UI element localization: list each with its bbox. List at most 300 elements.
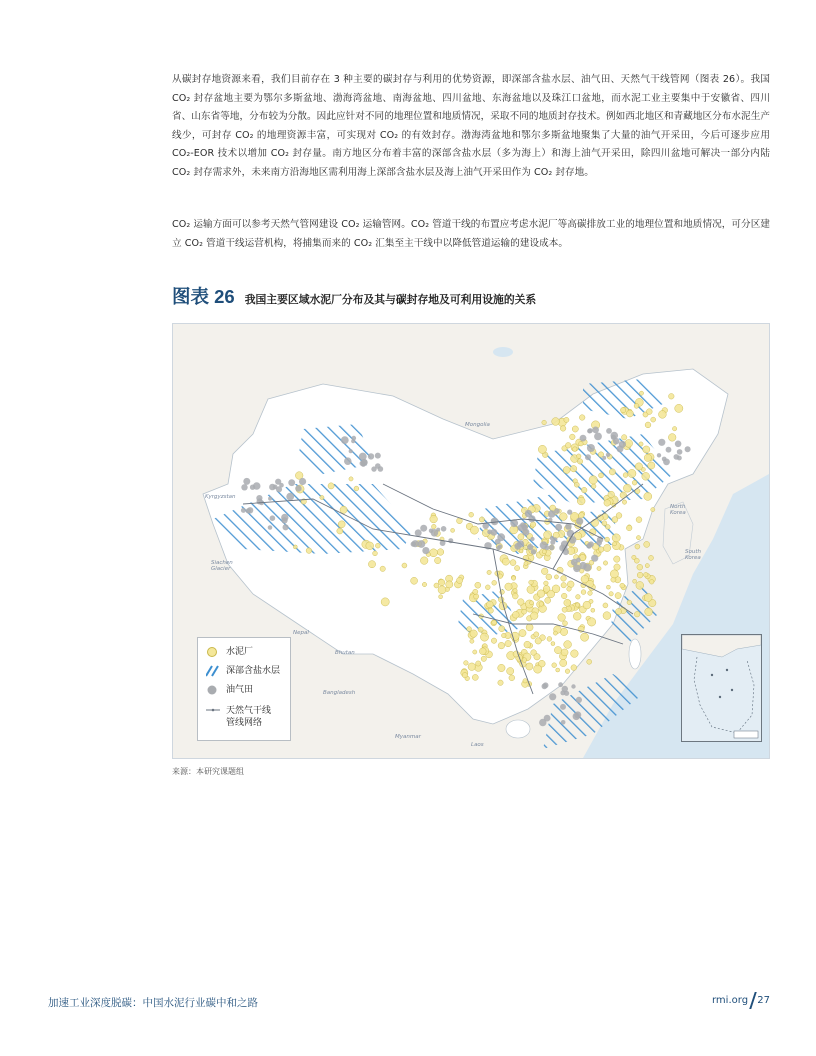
oil-gas-field-marker — [567, 530, 574, 537]
cement-plant-marker — [622, 435, 627, 440]
cement-plant-marker — [554, 647, 561, 654]
oil-gas-field-marker — [606, 428, 612, 434]
oil-gas-field-marker — [436, 528, 440, 532]
oil-gas-field-marker — [269, 484, 276, 491]
footer-page-info — [712, 992, 770, 1009]
cement-plant-marker — [518, 534, 524, 540]
cement-plant-marker — [565, 443, 571, 449]
cement-plant-marker — [588, 591, 593, 596]
footer-site: rmi.org — [712, 995, 749, 1006]
cement-plant-marker — [560, 659, 567, 666]
cement-plant-marker — [615, 593, 621, 599]
cement-plant-marker — [575, 603, 579, 607]
legend-cement — [206, 646, 253, 658]
cement-plant-marker — [612, 534, 620, 542]
cement-plant-marker — [626, 525, 632, 531]
cement-plant-marker — [430, 515, 438, 523]
cement-plant-marker — [589, 476, 597, 484]
cement-plant-marker — [512, 611, 519, 618]
cement-plant-marker — [637, 564, 643, 570]
cement-plant-marker — [636, 536, 640, 540]
cement-plant-marker — [632, 555, 636, 559]
lake — [493, 347, 513, 357]
cement-plant-marker — [572, 426, 578, 432]
oil-gas-field-marker — [576, 697, 582, 703]
cement-plant-marker — [603, 561, 607, 565]
cement-plant-marker — [651, 417, 656, 422]
oil-gas-field-marker — [491, 518, 497, 524]
cement-plant-marker — [553, 631, 557, 635]
cement-plant-marker — [633, 579, 637, 583]
cement-plant-marker — [451, 528, 455, 532]
cement-plant-marker — [581, 590, 586, 595]
cement-plant-marker — [669, 394, 675, 400]
oil-gas-field-marker — [375, 453, 381, 459]
cement-plant-marker — [587, 618, 595, 626]
oil-gas-field-marker — [527, 544, 533, 550]
cement-plant-marker — [581, 487, 587, 493]
oil-gas-field-marker — [415, 529, 422, 536]
oil-gas-field-marker — [543, 682, 549, 688]
oil-gas-field-marker — [550, 540, 555, 545]
oil-gas-field-marker — [611, 432, 619, 440]
cement-plant-marker — [492, 620, 497, 625]
cement-plant-marker — [563, 621, 568, 626]
cement-plant-marker — [577, 459, 582, 464]
oil-gas-field-marker — [583, 564, 591, 572]
oil-gas-field-marker — [663, 459, 670, 466]
cement-plant-marker — [505, 640, 511, 646]
oil-gas-field-marker — [685, 446, 691, 452]
cement-plant-marker — [381, 598, 389, 606]
cement-plant-marker — [552, 663, 557, 668]
cement-plant-marker — [559, 513, 567, 521]
cement-plant-marker — [643, 446, 650, 453]
cement-plant-marker — [547, 637, 552, 642]
cement-plant-marker — [636, 517, 642, 523]
cement-plant-marker — [554, 575, 558, 579]
cement-plant-marker — [499, 626, 505, 632]
cement-plant-marker — [609, 592, 613, 596]
cement-plant-marker — [470, 526, 478, 534]
oil-gas-field-marker — [368, 453, 374, 459]
oil-gas-field-marker — [487, 530, 492, 535]
cement-plant-marker — [561, 593, 567, 599]
cement-plant-marker — [457, 577, 463, 583]
oil-gas-field-marker — [658, 439, 665, 446]
cement-plant-marker — [475, 582, 481, 588]
cement-plant-marker — [524, 561, 528, 565]
cement-plant-marker — [446, 581, 453, 588]
cement-plant-marker — [462, 673, 467, 678]
oil-gas-field-marker — [544, 715, 551, 722]
cement-plant-marker — [604, 544, 611, 551]
label-nepal: Nepal — [293, 630, 309, 636]
body-paragraph-2: CO₂ 运输方面可以参考天然气管网建设 CO₂ 运输管网。CO₂ 管道干线的布置应考虑水泥厂等高碳排放工业的地理位置和地质情况，可分区建立 CO₂ 管道干线运营机构，将捕集而来的 CO₂ 汇集至主干线中以降低管道运输的建设成本。 — [172, 219, 770, 249]
label-north-korea: North Korea — [670, 504, 686, 516]
cement-plant-marker — [675, 404, 683, 412]
cement-plant-marker — [510, 560, 516, 566]
cement-plant-marker — [437, 549, 444, 556]
south-china-sea-inset — [681, 634, 762, 742]
cement-plant-marker — [581, 575, 589, 583]
cement-plant-marker — [502, 633, 507, 638]
cement-plant-marker — [541, 568, 548, 575]
cement-plant-marker — [439, 595, 443, 599]
cement-plant-marker — [581, 633, 589, 641]
oil-gas-field-marker — [375, 463, 381, 469]
cement-plant-marker — [623, 473, 628, 478]
cement-plant-marker — [561, 649, 568, 656]
oil-gas-field-marker — [341, 436, 349, 444]
oil-gas-field-marker — [657, 453, 661, 457]
oil-gas-field-marker — [576, 558, 581, 563]
label-bhutan: Bhutan — [335, 650, 355, 656]
cement-plant-marker — [473, 650, 477, 654]
aquifer-hatch-icon — [206, 665, 220, 677]
oil-gas-field-marker — [573, 565, 581, 573]
cement-plant-marker — [519, 549, 523, 553]
cement-plant-marker — [565, 669, 570, 674]
legend-pipeline — [206, 705, 271, 729]
oil-gas-field-marker — [594, 433, 602, 441]
cement-plant-marker — [634, 611, 640, 617]
cement-plant-marker — [485, 585, 490, 590]
cement-plant-marker — [526, 624, 533, 631]
cement-plant-marker — [522, 658, 527, 663]
hainan-island — [506, 720, 530, 738]
cement-plant-marker — [479, 648, 486, 655]
cement-plant-marker — [591, 608, 595, 612]
cement-plant-marker — [349, 477, 353, 481]
cement-plant-marker — [614, 556, 620, 562]
cement-plant-marker — [606, 585, 610, 589]
legend-oilgas — [206, 684, 253, 696]
figure-title: 我国主要区域水泥厂分布及其与碳封存地及可利用设施的关系 — [244, 293, 537, 306]
cement-plant-marker — [637, 572, 643, 578]
oil-gas-field-marker — [585, 454, 591, 460]
cement-plant-marker — [571, 665, 577, 671]
cement-plant-marker — [476, 661, 481, 666]
oil-gas-field-marker — [588, 428, 593, 433]
cement-plant-marker — [620, 583, 625, 588]
cement-plant-marker — [546, 574, 552, 580]
footer-title: 加速工业深度脱碳：中国水泥行业碳中和之路 — [48, 997, 258, 1009]
cement-plant-marker — [604, 500, 611, 507]
cement-plant-marker — [625, 440, 633, 448]
oil-gas-field-marker — [675, 441, 682, 448]
cement-plant-marker — [306, 548, 312, 554]
cement-plant-marker — [507, 668, 514, 675]
cement-plant-marker — [380, 566, 385, 571]
oil-gas-field-marker — [666, 447, 672, 453]
legend-aquifer — [206, 665, 280, 677]
cement-plant-marker — [644, 492, 652, 500]
cement-plant-marker — [620, 407, 625, 412]
cement-plant-marker — [635, 544, 640, 549]
oil-gas-field-marker — [587, 444, 595, 452]
cement-plant-marker — [603, 612, 611, 620]
cement-plant-marker — [599, 547, 604, 552]
cement-plant-marker — [411, 577, 418, 584]
cement-plant-marker — [486, 601, 493, 608]
oil-gas-field-marker — [495, 539, 501, 545]
cement-plant-marker — [579, 441, 584, 446]
oil-gas-field-marker — [576, 518, 583, 525]
cement-plant-marker — [591, 519, 598, 526]
cement-plant-marker — [567, 587, 572, 592]
cement-plant-marker — [574, 482, 579, 487]
cement-plant-marker — [564, 599, 571, 606]
oil-gas-field-icon — [206, 684, 220, 696]
cement-plant-marker — [515, 566, 520, 571]
cement-plant-marker — [537, 590, 545, 598]
cement-plant-marker — [469, 512, 474, 517]
cement-plant-marker — [644, 541, 650, 547]
cement-plant-marker — [529, 601, 533, 605]
oil-gas-field-marker — [496, 546, 500, 550]
cement-plant-marker — [544, 581, 549, 586]
label-siachen: Siachen Glacier — [211, 560, 233, 572]
cement-plant-marker — [589, 599, 593, 603]
oil-gas-field-marker — [295, 485, 301, 491]
cement-plant-marker — [571, 650, 579, 658]
cement-plant-marker — [589, 529, 596, 536]
oil-gas-field-marker — [241, 484, 247, 490]
cement-plant-marker — [570, 434, 576, 440]
cement-plant-marker — [435, 557, 441, 563]
cement-plant-marker — [645, 422, 651, 428]
oil-gas-field-marker — [352, 436, 357, 441]
cement-plant-marker — [467, 627, 472, 632]
cement-plant-marker — [564, 641, 572, 649]
cement-plant-marker — [599, 473, 604, 478]
cement-plant-marker — [498, 664, 505, 671]
cement-plant-marker — [434, 583, 439, 588]
oil-gas-field-marker — [588, 541, 594, 547]
legend-oilgas-label: 油气田 — [226, 685, 254, 695]
cement-plant-marker — [644, 594, 652, 602]
cement-plant-marker — [468, 663, 476, 671]
cement-plant-marker — [605, 525, 610, 530]
cement-plant-marker — [534, 665, 542, 673]
cement-plant-marker — [603, 603, 608, 608]
oil-gas-field-marker — [344, 457, 352, 465]
oil-gas-field-marker — [281, 517, 287, 523]
cement-plant-marker — [639, 391, 643, 395]
cement-plant-marker — [420, 557, 428, 565]
oil-gas-field-marker — [571, 684, 575, 688]
cement-plant-marker — [635, 463, 642, 470]
cement-plant-marker — [474, 594, 479, 599]
cement-plant-icon — [206, 646, 220, 658]
cement-plant-marker — [659, 411, 667, 419]
cement-plant-marker — [519, 630, 526, 637]
oil-gas-field-marker — [580, 435, 587, 442]
oil-gas-field-marker — [525, 510, 532, 517]
cement-plant-marker — [634, 404, 639, 409]
cement-plant-marker — [505, 583, 512, 590]
cement-plant-marker — [511, 576, 515, 580]
cement-plant-marker — [530, 612, 538, 620]
cement-plant-marker — [616, 609, 622, 615]
inset-map — [682, 635, 761, 741]
body-paragraph-1: 从碳封存地资源来看，我们目前存在 3 种主要的碳封存与利用的优势资源，即深部含盐水层、油气田、天然气干线管网（图表 26）。我国 CO₂ 封存盆地主要为鄂尔多斯盆地、渤海湾盆地、南海盆地、四川盆地、东海盆地以及珠江口盆地，而水泥工业主要集中于安徽省、四川省、山东省等地，分布较为分散。因此应针对不同的地理位置和地质情况，采取不同的地质封存技术。例如西北地区和青藏地区分布水泥生产线少，可封存 CO₂ 的地理资源丰富，可实现对 CO₂ 的有效封存。渤海湾盆地和鄂尔多斯盆地聚集了大量的油气开采田，今后可逐步应用 CO₂-EOR 技术以增加 CO₂ 封存量。南方地区分布着丰富的深部含盐水层（多为海上）和海上油气开采田，除四川盆地可解决一部分内陆 CO₂ 封存需求外，未来南方沿海地区需利用海上深部含盐水层及海上油气开采田作为 CO₂ 封存地。 — [172, 74, 770, 178]
cement-plant-marker — [576, 595, 581, 600]
oil-gas-field-marker — [268, 497, 272, 501]
label-kyrgyzstan: Kyrgyzstan — [205, 494, 236, 500]
legend-aquifer-label: 深部含盐水层 — [226, 666, 281, 676]
figure-source: 来源：本研究课题组 — [172, 767, 244, 776]
cement-plant-marker — [535, 638, 541, 644]
map-legend — [197, 637, 291, 741]
cement-plant-marker — [368, 561, 375, 568]
footer-page-number: 27 — [757, 995, 770, 1006]
label-south-korea: South Korea — [685, 549, 701, 561]
cement-plant-marker — [570, 466, 576, 472]
cement-plant-marker — [328, 483, 334, 489]
cement-plant-marker — [502, 558, 509, 565]
oil-gas-field-marker — [574, 711, 581, 718]
cement-plant-marker — [632, 480, 637, 485]
oil-gas-field-marker — [550, 536, 554, 540]
cement-plant-marker — [470, 630, 477, 637]
cement-plant-marker — [524, 641, 531, 648]
cement-plant-marker — [642, 472, 650, 480]
cement-plant-marker — [538, 445, 546, 453]
cement-plant-marker — [645, 564, 649, 568]
cement-plant-marker — [320, 495, 324, 499]
cement-plant-marker — [487, 570, 491, 574]
cement-plant-marker — [491, 638, 496, 643]
legend-cement-label: 水泥厂 — [226, 647, 254, 657]
oil-gas-field-marker — [286, 493, 294, 501]
oil-gas-field-marker — [549, 545, 554, 550]
oil-gas-field-marker — [677, 449, 683, 455]
cement-plant-marker — [608, 491, 615, 498]
cement-plant-marker — [542, 550, 546, 554]
cement-plant-marker — [561, 576, 567, 582]
oil-gas-field-marker — [567, 510, 572, 515]
oil-gas-field-marker — [531, 549, 536, 554]
cement-plant-marker — [626, 410, 633, 417]
cement-plant-marker — [636, 582, 644, 590]
cement-plant-marker — [439, 579, 445, 585]
cement-plant-marker — [552, 585, 560, 593]
oil-gas-field-marker — [562, 686, 568, 692]
cement-plant-marker — [523, 679, 527, 683]
cement-plant-marker — [354, 486, 359, 491]
cement-plant-marker — [293, 545, 297, 549]
oil-gas-field-marker — [243, 478, 250, 485]
cement-plant-marker — [552, 418, 560, 426]
cement-plant-marker — [573, 612, 581, 620]
cement-plant-marker — [560, 426, 566, 432]
cement-plant-marker — [649, 580, 654, 585]
cement-plant-marker — [542, 420, 547, 425]
cement-plant-marker — [479, 517, 484, 522]
cement-plant-marker — [513, 588, 517, 592]
cement-plant-marker — [470, 639, 474, 643]
footer-slash-icon — [749, 992, 757, 1009]
oil-gas-field-marker — [288, 479, 295, 486]
cement-plant-marker — [472, 674, 478, 680]
cement-plant-marker — [605, 537, 610, 542]
oil-gas-field-marker — [549, 693, 556, 700]
cement-plant-marker — [534, 654, 540, 660]
cement-plant-marker — [522, 609, 527, 614]
cement-plant-marker — [338, 521, 345, 528]
cement-plant-marker — [518, 599, 525, 606]
cement-plant-marker — [623, 484, 631, 492]
oil-gas-field-marker — [606, 453, 610, 457]
cement-plant-marker — [587, 659, 592, 664]
oil-gas-field-marker — [517, 540, 524, 547]
cement-plant-marker — [649, 555, 654, 560]
taiwan-island — [629, 639, 641, 669]
cement-plant-marker — [616, 513, 622, 519]
cement-plant-marker — [672, 427, 676, 431]
cement-plant-marker — [498, 642, 505, 649]
cement-plant-marker — [526, 663, 533, 670]
cement-plant-marker — [645, 608, 653, 616]
cement-plant-marker — [628, 469, 636, 477]
oil-gas-field-marker — [674, 454, 680, 460]
label-mongolia: Mongolia — [465, 422, 490, 428]
oil-gas-field-marker — [247, 507, 253, 513]
cement-plant-marker — [577, 497, 585, 505]
cement-plant-marker — [564, 417, 569, 422]
oil-gas-field-marker — [558, 682, 563, 687]
cement-plant-marker — [478, 627, 483, 632]
oil-gas-field-marker — [299, 478, 306, 485]
oil-gas-field-marker — [411, 542, 416, 547]
figure-heading — [172, 283, 536, 309]
cement-plant-marker — [556, 668, 560, 672]
cement-plant-marker — [492, 580, 497, 585]
cement-plant-marker — [539, 602, 544, 607]
label-laos: Laos — [471, 742, 484, 748]
cement-plant-marker — [579, 415, 585, 421]
cement-plant-marker — [480, 633, 488, 641]
oil-gas-field-marker — [530, 537, 534, 541]
cement-plant-marker — [597, 566, 601, 570]
cement-plant-marker — [375, 543, 380, 548]
cement-plant-marker — [488, 608, 493, 613]
cement-plant-marker — [610, 570, 618, 578]
cement-plant-marker — [622, 500, 626, 504]
cement-plant-marker — [591, 484, 596, 489]
cement-plant-marker — [530, 522, 535, 527]
cement-plant-marker — [644, 454, 651, 461]
oil-gas-field-marker — [561, 720, 566, 725]
oil-gas-field-marker — [241, 508, 246, 513]
cement-plant-marker — [373, 551, 378, 556]
cement-plant-marker — [579, 512, 585, 518]
cement-plant-marker — [337, 528, 343, 534]
cement-plant-marker — [340, 506, 347, 513]
oil-gas-field-marker — [591, 555, 598, 562]
cement-plant-marker — [432, 524, 437, 529]
cement-plant-marker — [646, 409, 652, 415]
cement-plant-marker — [563, 467, 570, 474]
cement-plant-marker — [612, 542, 616, 546]
cement-plant-marker — [473, 589, 478, 594]
oil-gas-field-marker — [619, 441, 626, 448]
oil-gas-field-marker — [422, 547, 429, 554]
oil-gas-field-marker — [517, 524, 524, 531]
cement-plant-marker — [402, 563, 407, 568]
